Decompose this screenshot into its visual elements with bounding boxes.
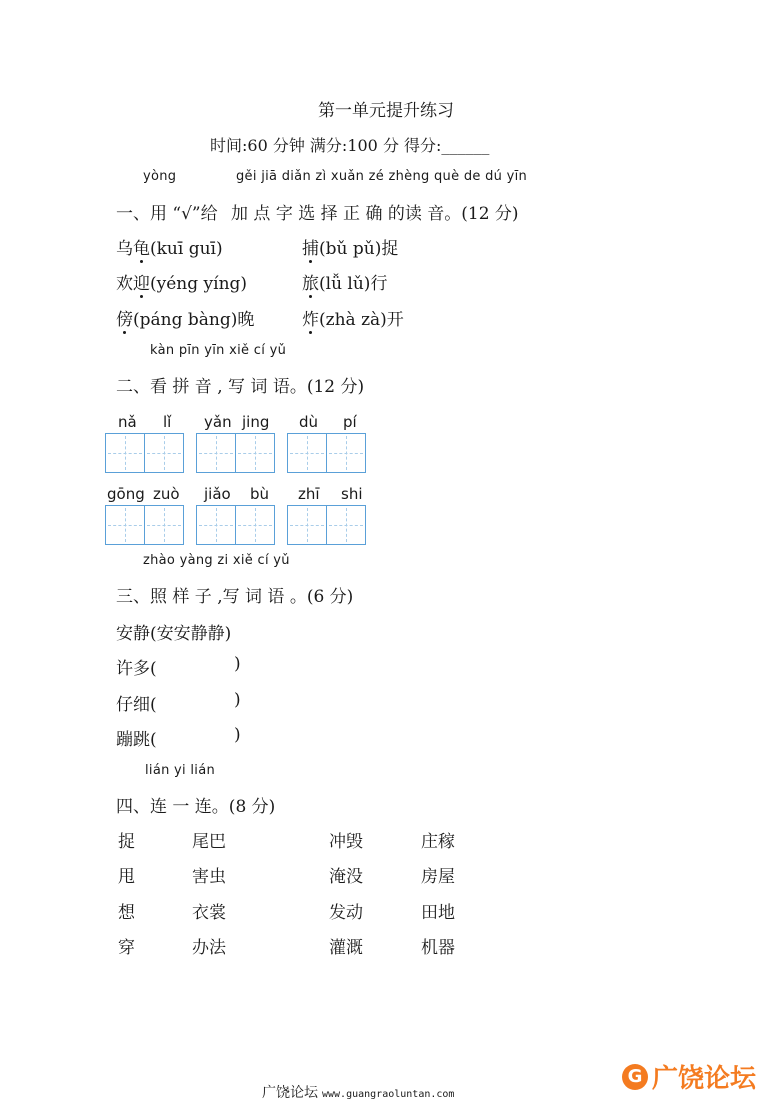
logo-text: 广饶论坛 (652, 1064, 757, 1094)
q1-item-5 (116, 305, 254, 330)
q1-item-4-options: (lǚ lǔ)行 (319, 274, 388, 294)
writing-grid-4[interactable] (105, 505, 182, 545)
q1-item-1-dotted-char: 龟 (133, 239, 150, 259)
q1-item-2 (302, 234, 398, 259)
q1-item-6-options: (zhà zà)开 (319, 310, 404, 330)
q4-right2-item: 房屋 (421, 867, 455, 887)
q3-prompt: 三、照 样 子 ,写 词 语 。(6 分) (116, 587, 354, 607)
writing-cell[interactable] (326, 505, 366, 545)
writing-cell[interactable] (196, 505, 236, 545)
q4-prompt: 四、连 一 连。(8 分) (116, 797, 276, 817)
q3-item-2: 仔细( (116, 695, 157, 715)
grid-pinyin: nǎ (118, 413, 137, 431)
q4-right1-item: 灌溉 (329, 938, 363, 958)
site-logo (622, 1058, 756, 1095)
q1-item-5-options: (páng bàng)晚 (133, 310, 255, 330)
writing-cell[interactable] (287, 433, 327, 473)
q1-item-2-dotted-char: 捕 (302, 239, 319, 259)
logo-mark-icon: G (622, 1064, 648, 1090)
q1-item-6-dotted-char: 炸 (302, 310, 319, 330)
writing-cell[interactable] (326, 433, 366, 473)
q1-prompt (116, 199, 519, 224)
grid-pinyin: jing (242, 413, 270, 431)
page-title: 第一单元提升练习 (318, 101, 454, 121)
q3-item-3-close: ) (234, 725, 241, 745)
footer-url[interactable]: www.guangraoluntan.com (322, 1089, 455, 1100)
writing-grid-5[interactable] (196, 505, 273, 545)
q1-item-1-options: (kuī guī) (150, 239, 223, 259)
q1-item-1-char: 乌 (116, 239, 133, 259)
footer-site: 广饶论坛 (262, 1085, 318, 1101)
q4-left2-item: 害虫 (192, 867, 226, 887)
q3-example: 安静(安安静静) (116, 624, 232, 644)
q4-right1-item: 淹没 (329, 867, 363, 887)
writing-cell[interactable] (287, 505, 327, 545)
grid-pinyin: zuò (153, 485, 180, 503)
exam-meta: 时间:60 分钟 满分:100 分 得分:______ (210, 136, 490, 155)
q3-item-1-close: ) (234, 654, 241, 674)
q1-item-5-dotted-char: 傍 (116, 310, 133, 330)
q4-right2-item: 田地 (421, 903, 455, 923)
writing-cell[interactable] (196, 433, 236, 473)
q4-left2-item: 衣裳 (192, 903, 226, 923)
writing-grid-6[interactable] (287, 505, 364, 545)
q4-left1-item: 穿 (118, 938, 135, 958)
q4-left1-item: 甩 (118, 867, 135, 887)
writing-cell[interactable] (144, 505, 184, 545)
writing-cell[interactable] (105, 505, 145, 545)
q1-item-1 (116, 234, 223, 259)
q4-right1-item: 冲毁 (329, 832, 363, 852)
grid-pinyin: gōng (107, 485, 145, 503)
q4-left2-item: 办法 (192, 938, 226, 958)
writing-grid-3[interactable] (287, 433, 364, 473)
q1-item-6 (302, 305, 404, 330)
q1-pinyin-b: gěi jiā diǎn zì xuǎn zé zhèng què de dú yīn (236, 169, 528, 184)
q1-item-3-options: (yéng yíng) (150, 274, 248, 294)
q1-item-3 (116, 269, 247, 294)
grid-pinyin: dù (299, 413, 319, 431)
q4-left1-item: 想 (118, 903, 135, 923)
grid-pinyin: jiǎo (204, 485, 231, 503)
grid-pinyin: yǎn (204, 413, 232, 431)
q1-item-3-dotted-char: 迎 (133, 274, 150, 294)
q1-item-3-char: 欢 (116, 274, 133, 294)
writing-cell[interactable] (105, 433, 145, 473)
q4-left2-item: 尾巴 (192, 832, 226, 852)
grid-pinyin: pí (343, 413, 357, 431)
grid-pinyin: shi (341, 485, 363, 503)
writing-grid-1[interactable] (105, 433, 182, 473)
q1-prompt-b: 加 点 字 选 择 正 确 的读 音。(12 分) (231, 204, 519, 224)
grid-pinyin: lǐ (163, 413, 172, 431)
q1-item-2-options: (bǔ pǔ)捉 (319, 239, 399, 259)
q1-item-4-dotted-char: 旅 (302, 274, 319, 294)
q2-pinyin: kàn pīn yīn xiě cí yǔ (150, 343, 287, 358)
q4-pinyin: lián yi lián (145, 763, 216, 778)
q3-item-3: 蹦跳( (116, 730, 157, 750)
writing-cell[interactable] (235, 433, 275, 473)
writing-cell[interactable] (235, 505, 275, 545)
q3-pinyin: zhào yàng zi xiě cí yǔ (143, 553, 290, 568)
grid-pinyin: bù (250, 485, 270, 503)
q2-prompt: 二、看 拼 音 , 写 词 语。(12 分) (116, 377, 365, 397)
grid-pinyin: zhī (298, 485, 320, 503)
q1-item-4 (302, 269, 387, 294)
writing-cell[interactable] (144, 433, 184, 473)
footer (262, 1082, 454, 1102)
q1-pinyin-a: yòng (143, 169, 177, 184)
q3-item-1: 许多( (116, 659, 157, 679)
q4-right2-item: 庄稼 (421, 832, 455, 852)
writing-grid-2[interactable] (196, 433, 273, 473)
q3-item-2-close: ) (234, 690, 241, 710)
q1-prompt-a: 一、用 “√”给 (116, 204, 218, 224)
q4-right1-item: 发动 (329, 903, 363, 923)
q4-right2-item: 机器 (421, 938, 455, 958)
q4-left1-item: 捉 (118, 832, 135, 852)
